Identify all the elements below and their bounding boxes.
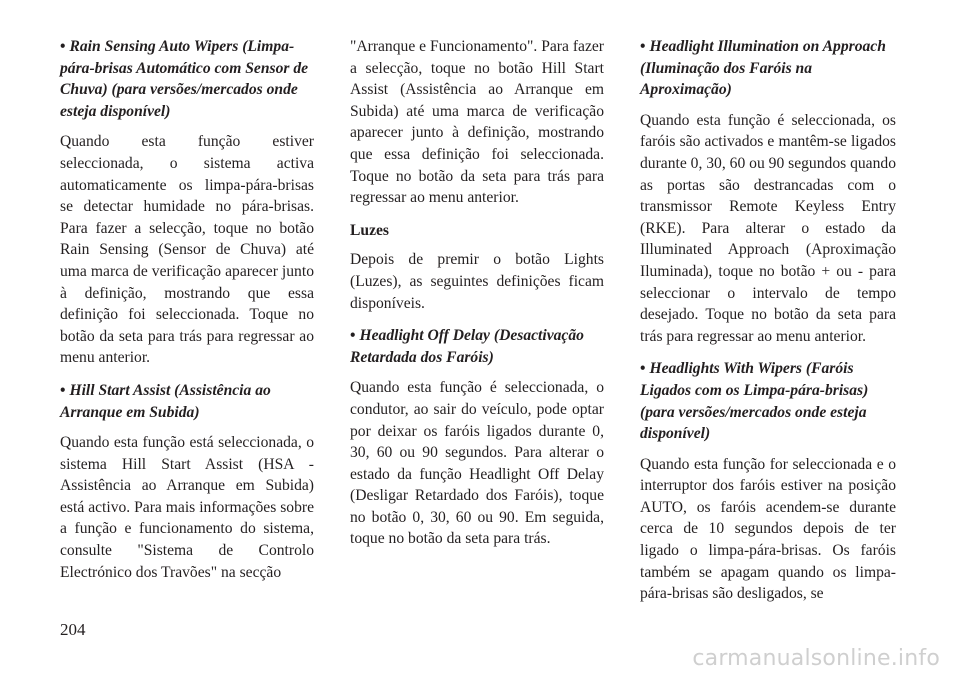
bullet-icon: •: [640, 360, 646, 378]
section-heading-headlight-off-delay: • Headlight Off Delay (Desactivação Retardada dos Faróis): [350, 327, 584, 366]
column-1: [60, 36, 314, 594]
section-heading-rain-sensing: • Rain Sensing Auto Wipers (Limpa-pára-brisas Automático com Sensor de Chuva) (para versões/mercados onde esteja disponível): [60, 38, 309, 120]
paragraph: Depois de premir o botão Lights (Luzes), as seguintes definições ficam disponíveis.: [350, 251, 604, 312]
paragraph: Quando esta função é seleccionada, o condutor, ao sair do veículo, pode optar por deixar os faróis ligados durante 0, 30, 60 ou 90 segundos. Para alterar o estado da função Headlight Off Delay (Desligar Retardado dos Faróis), toque no botão 0, 30, 60 ou 90. Em seguida, toque no botão da seta para trás.: [350, 379, 604, 548]
section-heading-illumination-approach: • Headlight Illumination on Approach (Iluminação dos Faróis na Aproximação): [640, 38, 886, 99]
bullet-icon: •: [350, 327, 356, 345]
paragraph: "Arranque e Funcionamento". Para fazer a selecção, toque no botão Hill Start Assist (Assistência ao Arranque em Subida) até uma marca de verificação aparecer junto à definição, mostrando que essa definição foi seleccionada. Toque no botão da seta para trás para regressar ao menu anterior.: [350, 38, 604, 207]
bullet-icon: •: [640, 38, 646, 55]
column-3: [640, 36, 896, 616]
section-heading-hill-start: • Hill Start Assist (Assistência ao Arranque em Subida): [60, 381, 271, 421]
paragraph: Quando esta função estiver seleccionada, o sistema activa automaticamente os limpa-pára-brisas se detectar humidade no pára-brisas. Para fazer a selecção, toque no botão Rain Sensing (Sensor de Chuva) até uma marca de verificação aparecer junto à definição, mostrando que essa definição foi seleccionada. Toque no botão da seta para trás para regressar ao menu anterior.: [60, 133, 314, 367]
paragraph: Quando esta função está seleccionada, o sistema Hill Start Assist (HSA - Assistência ao Arranque em Subida) está activo. Para mais informações sobre a função e funcionamento do sistema, consulte "Sistema de Controlo Electrónico dos Travões" na secção: [60, 434, 314, 581]
section-heading-headlights-wipers: • Headlights With Wipers (Faróis Ligados com os Limpa-pára-brisas) (para versões/mercados onde esteja disponível): [640, 360, 869, 443]
paragraph: Quando esta função é seleccionada, os faróis são activados e mantêm-se ligados durante 0, 30, 60 ou 90 segundos quando as portas são destrancadas com o transmissor Remote Keyless Entry (RKE). Para alterar o estado da Illuminated Approach (Aproximação Iluminada), toque no botão + ou - para seleccionar o intervalo de tempo desejado. Toque no botão da seta para trás para regressar ao menu anterior.: [640, 111, 896, 345]
watermark: carmanualsonline.info: [692, 646, 940, 671]
bullet-icon: •: [60, 381, 66, 399]
bullet-icon: •: [60, 38, 66, 55]
page-number: 204: [60, 620, 86, 639]
column-2: [350, 36, 604, 561]
section-heading-luzes: Luzes: [350, 221, 389, 239]
paragraph: Quando esta função for seleccionada e o interruptor dos faróis estiver na posição AUTO, os faróis acendem-se durante cerca de 10 segundos depois de ter ligado o limpa-pára-brisas. Os faróis também se apagam quando os limpa-pára-brisas são desligados, se: [640, 455, 896, 603]
